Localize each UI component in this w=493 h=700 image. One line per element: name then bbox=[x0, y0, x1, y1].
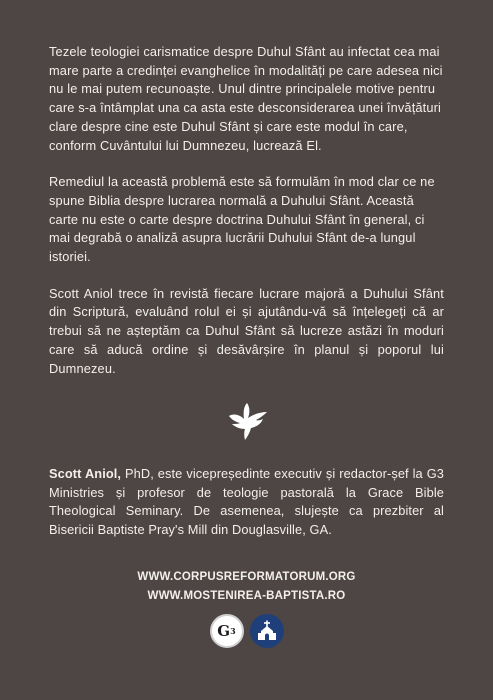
church-logo bbox=[250, 614, 284, 648]
paragraph-1: Tezele teologiei carismatice despre Duhul Sfânt au infectat cea mai mare parte a credinței evanghelice în modalități pe care adesea nici nu le mai putem recunoaște. Unul dintre principalele motive pentru care s-a întâmplat una ca asta este desconsiderarea unei învățături clare despre cine este Duhul Sfânt și care este modul în care, conform Cuvântului lui Dumnezeu, lucrează El. bbox=[49, 44, 443, 153]
publisher-logos bbox=[0, 614, 493, 648]
g3-logo bbox=[210, 614, 244, 648]
website-links bbox=[0, 568, 493, 606]
church-icon bbox=[256, 620, 278, 642]
g3-logo-letter: G bbox=[217, 622, 231, 640]
author-bio-text: PhD, este vicepreședinte executiv și redactor-șef la G3 Ministries și profesor de teologie pastorală la Grace Bible Theological Seminary. De asemenea, slujește ca prezbiter al Bisericii Baptiste Pray's Mill din Douglasville, GA. bbox=[49, 466, 444, 538]
author-name: Scott Aniol, bbox=[49, 466, 122, 481]
description bbox=[49, 43, 444, 396]
paragraph-2: Remediul la această problemă este să formulăm în mod clar ce ne spune Biblia despre lucrarea normală a Duhului Sfânt. Această carte nu este o carte despre doctrina Duhului Sfânt în general, ci mai degrabă o analiză asupra lucrării Duhului Sfânt de-a lungul istoriei. bbox=[49, 174, 435, 265]
paragraph-3: Scott Aniol trece în revistă fiecare lucrare majoră a Duhului Sfânt din Scriptură, evaluând rolul ei și ajutându-vă să înțelegeți că ar trebui să ne așteptăm ca Duhul Sfânt să lucreze astăzi în moduri care să aducă ordine și desăvârșire în planul și poporul lui Dumnezeu. bbox=[49, 285, 444, 376]
url-corpusreformatorum[interactable]: WWW.CORPUSREFORMATORUM.ORG bbox=[137, 571, 356, 583]
url-mostenirea-baptista[interactable]: WWW.MOSTENIREA-BAPTISTA.RO bbox=[147, 590, 346, 602]
dove-icon bbox=[226, 403, 268, 441]
g3-logo-number: 3 bbox=[230, 626, 236, 636]
author-bio bbox=[49, 465, 444, 540]
